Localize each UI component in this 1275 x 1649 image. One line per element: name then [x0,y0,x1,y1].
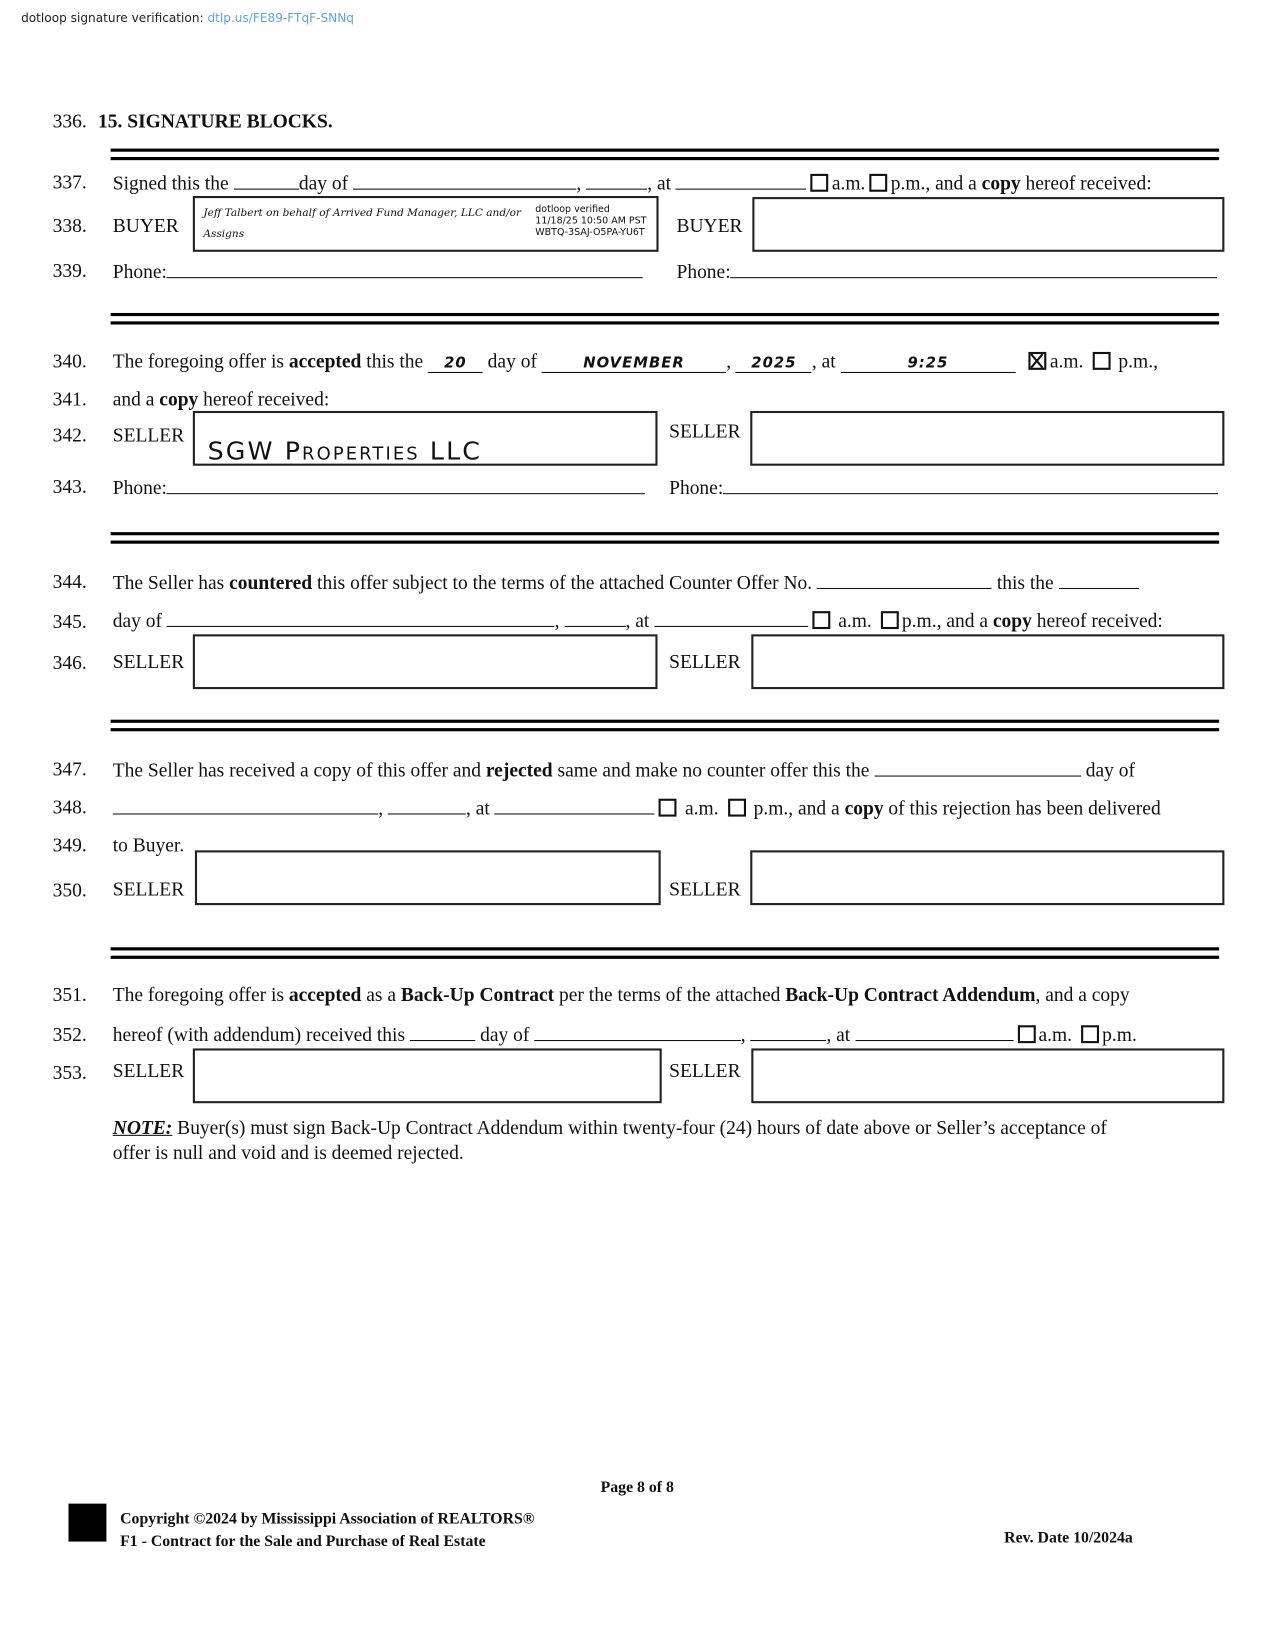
text-segment: Buyer(s) must sign Back-Up Contract Addendum within twenty-four (24) hours of date above or Seller’s acceptance of [172,1117,1107,1140]
month-field[interactable] [167,609,555,627]
seller-label: SELLER [112,1061,185,1083]
text-segment: , and a copy [1035,985,1130,1007]
seller-signature-box[interactable] [193,634,658,689]
text-segment: Phone: [676,262,731,284]
seller-label: SELLER [669,879,741,901]
day-field[interactable] [874,759,1081,777]
line-number: 337. [52,172,87,194]
seller-signature: SGW Properties LLC [207,436,483,466]
line-340 [113,351,1158,374]
pm-checkbox[interactable] [870,174,888,192]
phone-field[interactable] [167,476,645,494]
line-number: 340. [52,351,87,374]
text-segment: a.m. [838,611,872,633]
year-field[interactable] [388,797,466,815]
line-number: 353. [52,1063,87,1085]
day-field[interactable] [1059,571,1139,589]
text-segment: accepted [288,351,362,374]
seller2-phone [669,476,1218,500]
line-352 [113,1023,1137,1047]
time-field[interactable] [855,1023,1013,1041]
text-segment: The Seller has [112,573,230,595]
am-checkbox-checked[interactable] [1029,352,1047,370]
buyer-label: BUYER [676,216,743,238]
text-segment: , at [826,1025,856,1047]
month-field[interactable] [113,797,379,815]
text-segment: copy [992,611,1032,633]
text-segment: day of [298,173,349,195]
form-name: F1 - Contract for the Sale and Purchase of Real Estate [120,1533,486,1550]
text-segment: of this rejection has been delivered [883,798,1161,820]
line-341 [113,389,330,412]
text-segment: copy [981,173,1021,195]
note-line2: offer is null and void and is deemed rejected. [112,1143,464,1165]
text-segment: hereof received: [198,389,330,411]
text-segment: p.m., and a [753,798,845,820]
text-segment: hereof (with addendum) received this [112,1025,410,1047]
dotloop-verification [21,6,354,29]
seller-label: SELLER [112,425,185,447]
line-number: 350. [52,880,87,902]
line-337 [113,172,1152,196]
text-segment: this offer subject to the terms of the attached Counter Offer No. [312,573,818,595]
am-checkbox[interactable] [811,174,829,192]
text-segment: , at [625,611,655,633]
seller-phone [113,476,646,500]
seller2-signature-box[interactable] [750,411,1224,466]
note [113,1117,1107,1140]
text-segment: hereof received: [1031,611,1163,633]
line-number: 341. [52,389,87,411]
buyer-signature: Jeff Talbert on behalf of Arrived Fund Manager, LLC and/or [203,207,522,220]
text-segment: , at [647,173,672,195]
time-field[interactable] [676,172,807,190]
line-number: 351. [52,985,87,1007]
text-segment: accepted [288,985,362,1007]
text-segment: day of [475,1025,535,1047]
revision-date: Rev. Date 10/2024a [1004,1529,1133,1547]
line-number: 339. [52,261,87,283]
text-segment: and a [112,389,160,411]
line-349: to Buyer. [112,835,185,857]
text-segment: , [378,798,384,820]
am-checkbox[interactable] [659,799,677,817]
page-number: Page 8 of 8 [600,1479,674,1497]
text-segment: copy [159,389,199,411]
line-number: 344. [52,572,87,594]
line-number: 349. [52,835,87,857]
line-344 [113,571,1139,595]
text-segment: p.m. [1102,1025,1137,1047]
text-segment: , [740,1025,746,1047]
buyer-signature-line2: Assigns [203,228,245,241]
text-segment: Back-Up Contract [400,985,555,1007]
line-351 [113,984,1130,1007]
verification-label: dotloop signature verification: [21,10,204,26]
time-field[interactable] [495,797,655,815]
seller-label: SELLER [669,652,741,674]
line-number: 343. [52,477,87,499]
line-number: 342. [52,425,87,447]
buyer2-phone [676,260,1217,284]
counter-offer-no-field[interactable] [817,571,992,589]
divider [111,313,1219,325]
text-segment: , [554,611,560,633]
month-field[interactable] [534,1023,741,1041]
divider [111,720,1219,732]
copyright: Copyright ©2024 by Mississippi Association of REALTORS® [120,1511,535,1528]
text-segment: same and make no counter offer this the [552,760,875,782]
am-checkbox[interactable] [1017,1025,1035,1043]
text-segment: p.m., and a [890,173,982,195]
day-field[interactable] [410,1023,475,1041]
seller2-signature-box[interactable] [751,1048,1224,1103]
time-field[interactable]: 9:25 [841,355,1016,373]
pm-checkbox[interactable] [881,611,899,629]
text-segment: , [726,351,732,374]
pm-checkbox[interactable] [728,799,746,817]
line-345 [113,609,1163,633]
text-segment: The foregoing offer is [112,985,289,1007]
text-segment: this the [361,351,429,374]
buyer-signature-box[interactable] [193,196,659,252]
day-field[interactable] [234,172,299,190]
text-segment: p.m., [1118,351,1158,374]
buyer2-signature-box[interactable] [752,197,1224,252]
seller-signature-box[interactable] [193,411,658,466]
seller-label: SELLER [112,652,185,674]
text-segment: , [576,173,582,195]
text-segment: day of [1080,760,1135,782]
line-348 [113,797,1161,821]
seller-label: SELLER [669,421,741,443]
text-segment: The Seller has received a copy of this offer and [112,760,486,782]
line-number: 352. [52,1025,87,1047]
text-segment: a.m. [685,798,719,820]
text-segment: Signed this the [112,173,229,195]
day-field[interactable]: 20 [428,355,483,373]
text-segment: Phone: [112,262,167,284]
section-title: 15. SIGNATURE BLOCKS. [97,111,333,133]
text-segment: a.m. [831,173,866,195]
seller2-signature-box[interactable] [750,850,1224,905]
text-segment: copy [844,798,884,820]
year-field[interactable] [586,172,647,190]
phone-field[interactable] [723,476,1218,494]
text-segment: day of [482,351,542,374]
month-field[interactable] [353,172,576,190]
buyer-label: BUYER [112,216,179,238]
divider [111,149,1219,161]
am-checkbox[interactable] [812,611,830,629]
seller-label: SELLER [112,879,185,901]
buyer-phone [113,260,643,284]
line-number: 338. [52,216,87,238]
line-number: 336. [52,111,87,133]
text-segment: a.m. [1038,1025,1073,1047]
pm-checkbox[interactable] [1081,1025,1099,1043]
seller-label: SELLER [669,1061,741,1083]
dotloop-stamp: dotloop verified 11/18/25 10:50 AM PST WBTQ-3SAJ-O5PA-YU6T [535,204,647,239]
text-segment: , at [465,798,495,820]
text-segment: a.m. [1049,351,1084,374]
seller2-signature-box[interactable] [751,634,1224,689]
phone-field[interactable] [167,260,643,278]
year-field[interactable]: 2025 [736,355,812,373]
text-segment: this the [991,573,1059,595]
pm-checkbox[interactable] [1092,352,1110,370]
phone-field[interactable] [731,260,1218,278]
text-segment: Back-Up Contract Addendum [785,985,1036,1007]
text-segment: NOTE: [112,1117,173,1140]
seller-signature-box[interactable] [195,850,661,905]
line-number: 348. [52,797,87,819]
month-field[interactable]: NOVEMBER [542,355,726,373]
year-field[interactable] [751,1023,827,1041]
text-segment: , at [811,351,841,374]
divider [111,532,1219,544]
line-347 [113,759,1135,783]
text-segment: The foregoing offer is [112,351,289,374]
line-number: 346. [52,653,87,675]
seller-signature-box[interactable] [193,1048,662,1103]
realtor-logo [68,1504,106,1542]
line-number: 345. [52,612,87,634]
text-segment: day of [112,611,167,633]
text-segment: countered [229,573,313,595]
text-segment: per the terms of the attached [554,985,786,1007]
text-segment: hereof received: [1020,173,1152,195]
text-segment: rejected [485,760,553,782]
verification-link[interactable]: dtlp.us/FE89-FTqF-SNNq [207,10,355,26]
text-segment: p.m., and a [901,611,993,633]
year-field[interactable] [564,609,625,627]
text-segment: Phone: [112,478,167,500]
text-segment: Phone: [669,478,724,500]
text-segment: as a [361,985,401,1007]
line-number: 347. [52,759,87,781]
time-field[interactable] [654,609,808,627]
divider [111,947,1219,959]
